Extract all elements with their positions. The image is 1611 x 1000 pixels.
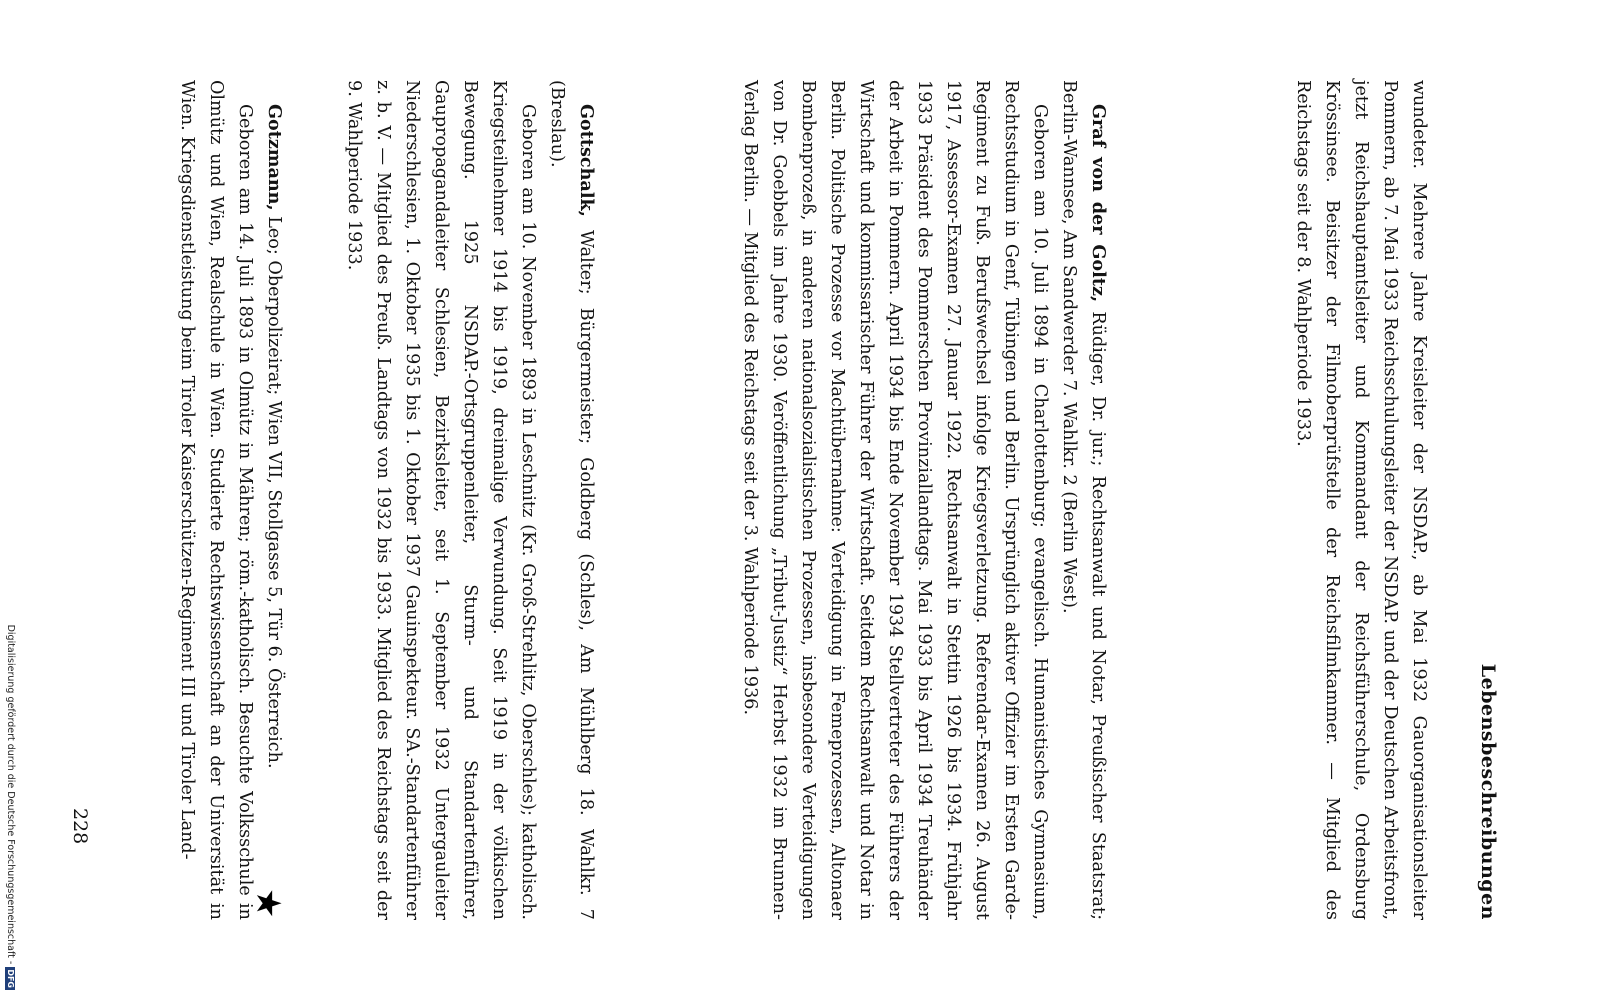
entry-gottschalk [339, 80, 601, 920]
entry-body: Geboren am 14. Juli 1893 in Olmütz in Mähren; röm.-katholisch. Besuchte Volksschule in Olmütz und Wien, Realschule in Wien. Studierte Rechtswissenschaft an der Universität in Wien. Kriegsdienstleistung beim Tiroler Kaiserschützen-Regiment III und Tiroler Land- [177, 80, 255, 920]
dfg-logo-icon: DFG [6, 969, 16, 988]
entry-von-der-goltz [735, 80, 1113, 920]
entry-heading-paragraph [542, 80, 601, 920]
entry-body: Geboren am 10. Juli 1894 in Charlottenburg; evangelisch. Humanistisches Gymnasium, Rechtsstudium in Genf, Tübingen und Berlin. Ursprünglich aktiver Offizier im Ersten Garde-Regiment zu Fuß. Berufswechsel infolge Kriegsverletzung. Referendar-Examen 26. August 1917, Assessor-Examen 27. Januar 1922. Rechtsanwalt in Stettin 1926 bis 1934. Frühjahr 1933 Präsident des Pommerschen Provinziallandtags. Mai 1933 bis April 1934 Treuhänder der Arbeit in Pommern. April 1934 bis Ende November 1934 Stellvertreter des Führers der Wirtschaft und kommissarischer Führer der Wirtschaft. Seitdem Rechtsanwalt und Notar in Berlin. Politische Prozesse vor Machtübernahme: Verteidigung in Femeprozessen, Altonaer Bombenprozeß, in anderen nationalsozialistischen Prozessen, insbesondere Verteidigungen von Dr. Goebbels im Jahre 1930. Veröffentlichung „Tribut-Justiz“ Herbst 1932 im Brunnen-Verlag Berlin. — Mitglied des Reichstags seit der 3. Wahlperiode 1936. [740, 80, 1050, 920]
footer-text: Digitalisierung gefördert durch die Deutsche Forschungsgemeinschaft - [5, 624, 16, 965]
entry-name: Gotzmann, [264, 104, 285, 211]
entry-paragraph: wundeter. Mehrere Jahre Kreisleiter der NSDAP., ab Mai 1932 Gauorganisationsleiter Pommern, ab 7. Mai 1933 Reichsschulungsleiter der NSDAP. und der Deutschen Arbeitsfront, jetzt Reichshauptamtsleiter und Kommandant der Reichsführerschule, Ordensburg Krössinsee. Beisitzer der Filmoberprüfstelle der Reichsfilmkammer. — Mitglied des Reichstags seit der 8. Wahlperiode 1933. [1293, 80, 1429, 920]
star-icon: ★ [248, 888, 288, 919]
entry-body: Geboren am 10. November 1893 in Leschnitz (Kr. Groß-Strehlitz, Oberschles); katholisch. Kriegsteilnehmer 1914 bis 1919, dreimalige Verwundung. Seit 1919 in der völkischen Bewegung. 1925 NSDAP.-Ortsgruppenleiter, Sturm- und Standartenführer, Gaupropagandaleiter Schlesien, Bezirksleiter, seit 1. September 1932 Untergauleiter Niederschlesien, 1. Oktober 1935 bis 1. Oktober 1937 Gauinspekteur. SA.-Standartenführer z. b. V. — Mitglied des Preuß. Landtags von 1932 bis 1933. Mitglied des Reichstags seit der 9. Wahlperiode 1933. [344, 80, 538, 920]
entry-name: Gottschalk, [576, 104, 597, 217]
entry-intro: Walter; Bürgermeister; Goldberg (Schles), Am Mühlberg 18. Wahlkr. 7 (Breslau). [547, 80, 596, 921]
entry-intro: Leo; Oberpolizeirat; Wien VII, Stollgasse 5, Tür 6. Österreich. [264, 216, 284, 769]
entry-continuation [1288, 80, 1433, 920]
entry-intro: Rüdiger, Dr. jur.; Rechtsanwalt und Notar, Preußischer Staatsrat; Berlin-Wannsee, Am Sandwerder 7. Wahlkr. 2 (Berlin West). [1059, 80, 1108, 921]
running-header: Lebensbeschreibungen [1477, 663, 1499, 920]
entry-heading-paragraph [1054, 80, 1113, 920]
entry-name: Graf von der Goltz, [1088, 104, 1109, 303]
page-number: 228 [69, 808, 91, 845]
digitization-credit [4, 610, 16, 990]
entry-heading-paragraph [259, 80, 289, 920]
entry-gotzmann [172, 80, 289, 920]
